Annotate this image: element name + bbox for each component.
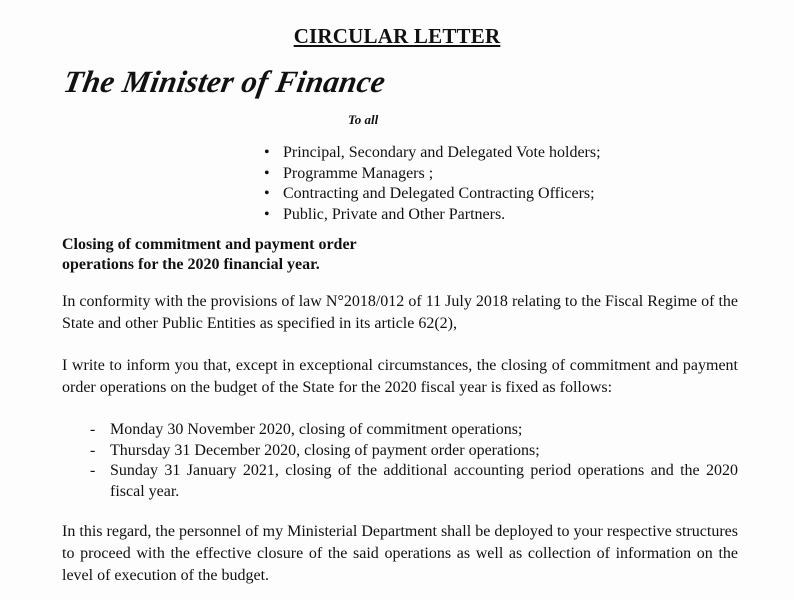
sender-heading: The Minister of Finance xyxy=(61,64,389,99)
subject-line: Closing of commitment and payment order xyxy=(62,236,357,253)
recipient-item: • Programme Managers ; xyxy=(262,164,601,185)
paragraph-legal-basis: In conformity with the provisions of law N°2018/012 of 11 July 2018 relating to the Fiscal Regime of the State and other Public Entities as specified in its article 62(2), xyxy=(62,293,738,332)
recipient-item: • Principal, Secondary and Delegated Vote holders; xyxy=(262,143,601,164)
subject-heading xyxy=(62,235,357,275)
closing-dates-list xyxy=(90,420,738,502)
paragraph-closing-dates-intro: I write to inform you that, except in exceptional circumstances, the closing of commitment and payment order operations on the budget of the State for the 2020 fiscal year is fixed as follows: xyxy=(62,357,738,396)
subject-line: operations for the 2020 financial year. xyxy=(62,256,320,273)
document-title: CIRCULAR LETTER xyxy=(293,24,501,48)
closing-date-item: - Thursday 31 December 2020, closing of payment order operations; xyxy=(90,441,738,462)
closing-date-item: - Sunday 31 January 2021, closing of the additional accounting period operations and the 2020 fiscal year. xyxy=(90,461,738,502)
recipient-list xyxy=(262,143,601,225)
addressee-label: To all xyxy=(348,112,379,127)
paragraph-personnel-deployment: In this regard, the personnel of my Ministerial Department shall be deployed to your respective structures to proceed with the effective closure of the said operations as well as collection of information on the level of execution of the budget. xyxy=(62,523,738,584)
closing-date-item: - Monday 30 November 2020, closing of commitment operations; xyxy=(90,420,738,441)
recipient-item: • Contracting and Delegated Contracting Officers; xyxy=(262,184,601,205)
recipient-item: • Public, Private and Other Partners. xyxy=(262,205,601,226)
